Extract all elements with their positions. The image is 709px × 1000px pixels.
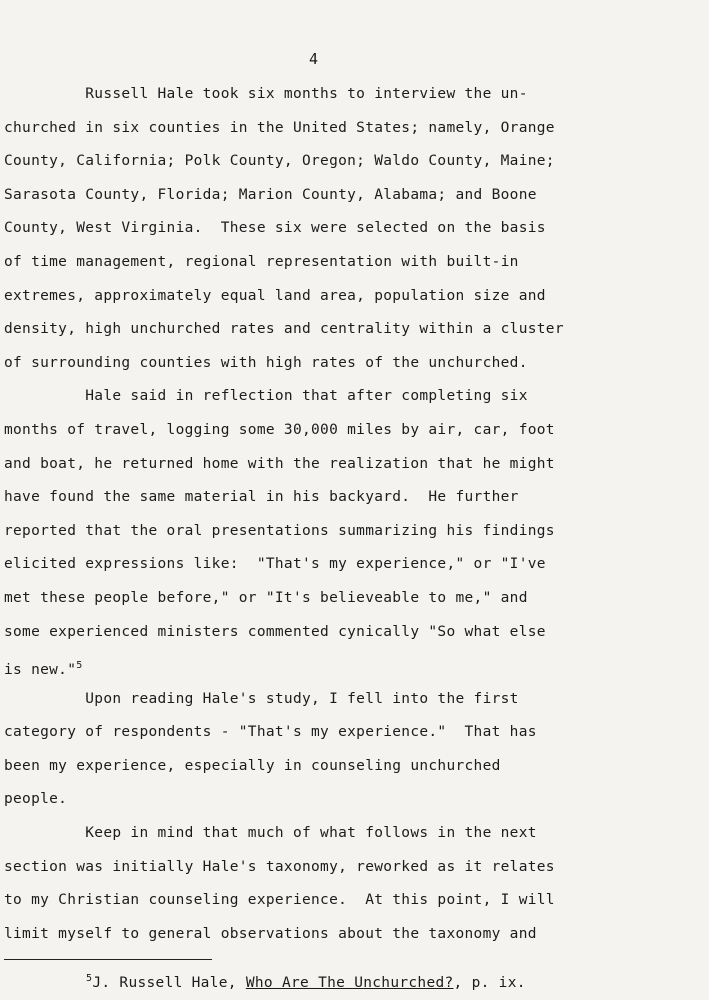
text-line: and boat, he returned home with the realization that he might [4, 455, 555, 472]
text-line-content: is new." [4, 662, 77, 679]
text-line: County, California; Polk County, Oregon; Waldo County, Maine; [4, 153, 555, 170]
text-line [4, 649, 704, 683]
text-line: Sarasota County, Florida; Marion County, Alabama; and Boone [4, 186, 537, 203]
page-number: 4 [309, 50, 319, 68]
text-line: met these people before," or "It's believeable to me," and [4, 589, 528, 606]
text-line: limit myself to general observations about the taxonomy and [4, 925, 537, 942]
footnote-title: Who Are The Unchurched? [245, 975, 454, 991]
text-line: extremes, approximately equal land area, population size and [4, 287, 546, 304]
text-line: elicited expressions like: "That's my experience," or "I've [4, 556, 546, 573]
text-line: people. [4, 791, 68, 808]
text-line: churched in six counties in the United States; namely, Orange [4, 119, 555, 136]
text-line: category of respondents - "That's my experience." That has [4, 724, 537, 741]
footnote-reference: 5 [76, 660, 83, 672]
text-line: reported that the oral presentations summarizing his findings [4, 522, 555, 539]
text-line: been my experience, especially in counseling unchurched [4, 757, 501, 774]
text-line: Keep in mind that much of what follows in the next [4, 825, 537, 842]
text-line: Upon reading Hale's study, I fell into the first [4, 690, 519, 707]
text-line: Hale said in reflection that after completing six [4, 388, 528, 405]
footnote [86, 973, 526, 991]
text-line: of time management, regional representation with built-in [4, 253, 519, 270]
footnote-number: 5 [86, 973, 93, 984]
text-line: of surrounding counties with high rates of the unchurched. [4, 354, 528, 371]
footnote-divider [4, 959, 212, 960]
text-line: some experienced ministers commented cynically "So what else [4, 623, 546, 640]
body-text [4, 78, 704, 951]
text-line: have found the same material in his backyard. He further [4, 489, 519, 506]
text-line: density, high unchurched rates and centrality within a cluster [4, 321, 564, 338]
footnote-author: J. Russell Hale, [92, 975, 246, 991]
text-line: Russell Hale took six months to interview the un- [4, 86, 528, 102]
footnote-page: , p. ix. [453, 975, 526, 991]
text-line: to my Christian counseling experience. At this point, I will [4, 892, 555, 909]
text-line: section was initially Hale's taxonomy, reworked as it relates [4, 858, 555, 875]
text-line: months of travel, logging some 30,000 miles by air, car, foot [4, 421, 555, 438]
text-line: County, West Virginia. These six were selected on the basis [4, 220, 546, 237]
